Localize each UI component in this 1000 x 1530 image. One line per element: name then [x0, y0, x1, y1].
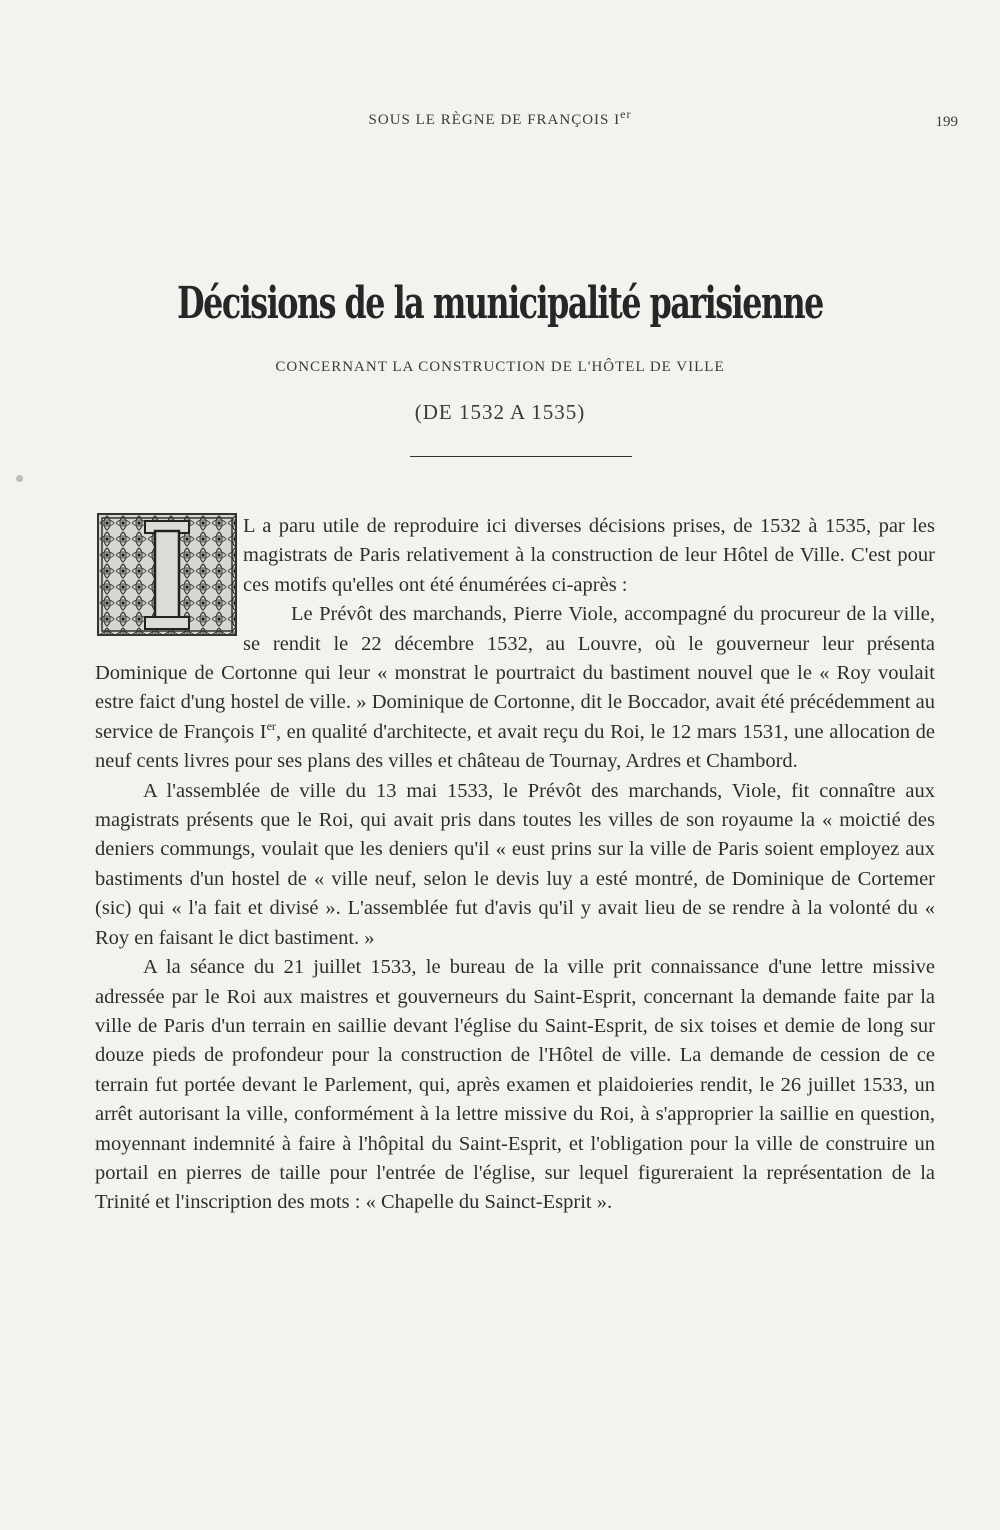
paragraph-prevot: Le Prévôt des marchands, Pierre Viole, accompagné du procureur de la ville, se rendit le 22 décembre 1532, au Louvre, où le gouverneur leur présenta Dominique de Cortonne qui leur « monstrat le pourtraict du bastiment nouvel que le « Roy voulait estre faict d'ung hostel de ville. » Dominique de Cortonne, dit le Boccador, avait été précédemment au service de François Ier, en qualité d'architecte, et avait reçu du Roi, le 12 mars 1531, une allocation de neuf cents livres pour ses plans des villes et château de Tournay, Ardres et Chambord.	[95, 603, 935, 773]
chapter-title: Décisions de la municipalité parisienne	[177, 278, 823, 329]
running-header	[0, 107, 1000, 136]
date-range: (DE 1532 A 1535)	[414, 400, 586, 424]
running-title: SOUS LE RÈGNE DE FRANÇOIS Ier	[368, 107, 632, 128]
title-divider	[410, 456, 632, 457]
paragraph-seance: A la séance du 21 juillet 1533, le bureau de la ville prit connaissance d'une lettre missive adressée par le Roi aux maistres et gouverneurs du Saint-Esprit, concernant la demande faite par la ville de Paris d'un terrain en saillie devant l'église du Saint-Esprit, de six toises et demie de long sur douze pieds de profondeur pour la construction de l'Hôtel de ville. La demande de cession de ce terrain fut portée devant le Parlement, qui, après examen et plaidoieries rendit, le 26 juillet 1533, un arrêt autorisant la ville, conformément à la lettre missive du Roi, à s'approprier la saillie en question, moyennant indemnité à faire à l'hôpital du Saint-Esprit, et l'obligation pour la ville de construire un portail en pierres de taille pour l'entrée de l'église, sur lequel figureraient la représentation de la Trinité et l'inscription des mots : « Chapelle du Sainct-Esprit ».	[95, 956, 935, 1214]
body-text	[95, 512, 935, 1218]
paragraph-assemblee: A l'assemblée de ville du 13 mai 1533, le Prévôt des marchands, Viole, fit connaître aux magistrats présents que le Roi, qui avait pris dans toutes les villes de son royaume la « moictié des deniers commungs, voulait que les deniers qu'il « eust prins sur la ville de Paris soient employez aux bastiments d'un hostel de « ville neuf, selon le devis luy a esté montré, de Dominique de Cortemer (sic) qui « l'a fait et divisé ». L'assemblée fut d'avis qu'il y avait lieu de se rendre à la volonté du « Roy en faisant le dict bastiment. »	[95, 779, 935, 949]
chapter-subtitle: CONCERNANT LA CONSTRUCTION DE L'HÔTEL DE VILLE	[275, 359, 725, 375]
paragraph-intro: L a paru utile de reproduire ici diverses décisions prises, de 1532 à 1535, par les magistrats de Paris relativement à la construction de leur Hôtel de Ville. C'est pour ces motifs qu'elles ont été énumérées ci-après :	[243, 515, 935, 596]
page-number: 199	[935, 114, 958, 130]
paper-speck	[16, 475, 23, 482]
